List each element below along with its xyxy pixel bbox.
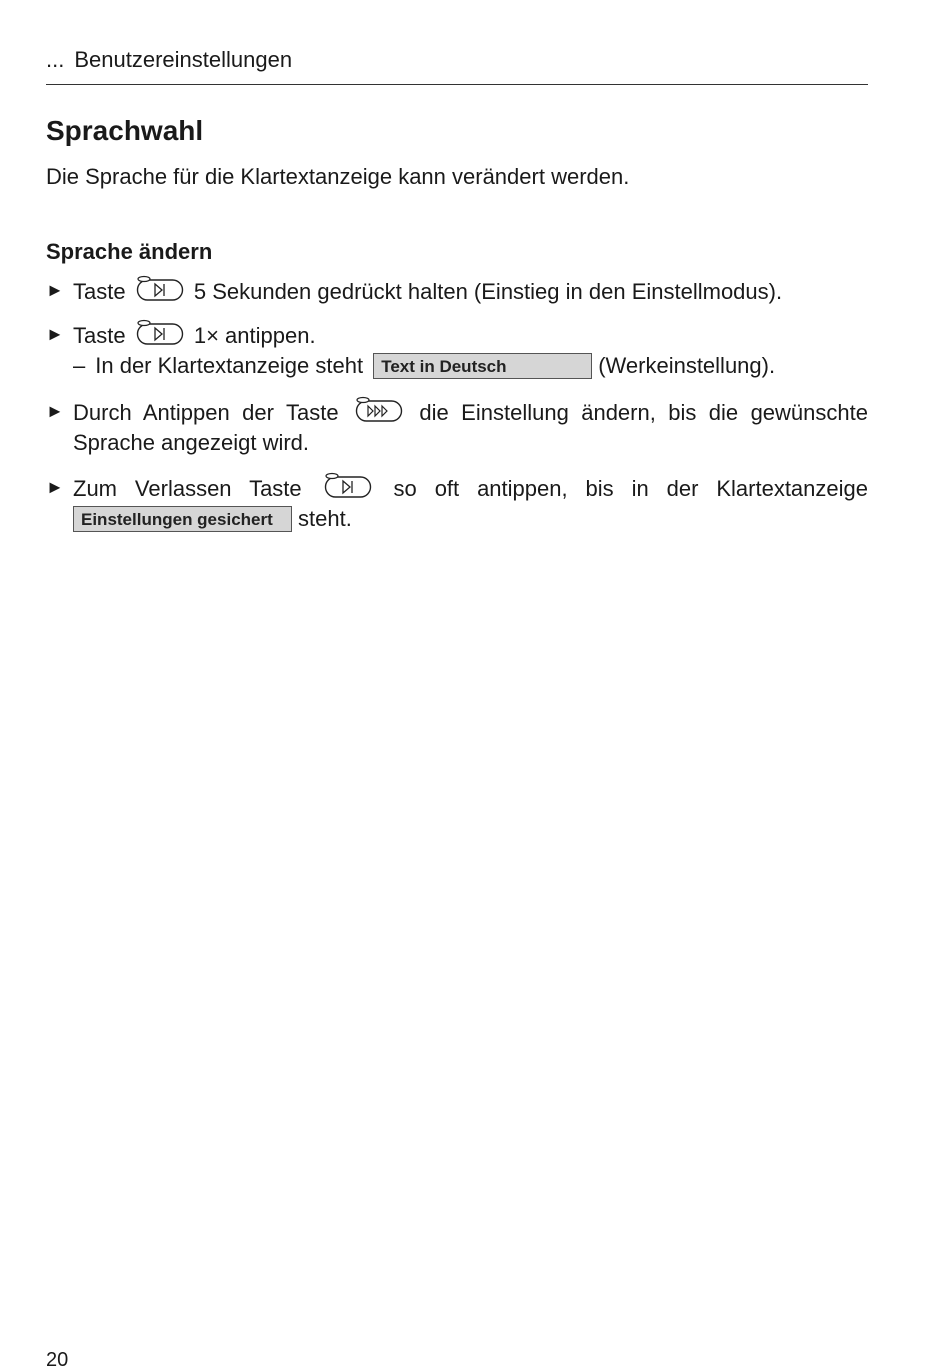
step-4 xyxy=(46,472,868,534)
step-2-sub-prefix: In der Klartextanzeige steht xyxy=(95,353,364,378)
header-section-title: Benutzereinstellungen xyxy=(74,47,293,72)
step-3 xyxy=(46,396,868,458)
step-4-suffix: so oft antippen, bis in der Klartextanzeige xyxy=(393,476,868,501)
page-number: 20 xyxy=(46,1349,69,1371)
step-2-prefix: Taste xyxy=(73,323,126,348)
step-key-icon xyxy=(136,319,184,347)
running-header xyxy=(46,46,868,85)
step-3-suffix: die Einstellung ändern, bis die gewünschte Sprache angezeigt wird. xyxy=(73,400,868,455)
step-1-prefix: Taste xyxy=(73,279,126,304)
step-1-suffix: 5 Sekunden gedrückt halten (Einstieg in den Einstellmodus). xyxy=(193,279,783,304)
step-2-substep xyxy=(73,351,868,381)
display-text-in-deutsch: Text in Deutsch xyxy=(373,353,592,379)
bullet-triangle-icon: ► xyxy=(46,324,64,344)
step-key-icon xyxy=(136,275,184,303)
step-3-prefix: Durch Antippen der Taste xyxy=(73,400,339,425)
step-4-prefix: Zum Verlassen Taste xyxy=(73,476,302,501)
step-1 xyxy=(46,275,868,307)
dash-marker: – xyxy=(73,353,86,378)
step-4-suffix2: steht. xyxy=(298,506,352,531)
intro-text: Die Sprache für die Klartextanzeige kann verändert werden. xyxy=(46,164,630,189)
bullet-triangle-icon: ► xyxy=(46,280,64,300)
fast-forward-key-icon xyxy=(355,396,403,424)
bullet-triangle-icon: ► xyxy=(46,401,64,421)
step-key-icon xyxy=(324,472,372,500)
header-ellipsis: ... xyxy=(46,47,65,72)
step-2-suffix: 1× antippen. xyxy=(193,323,316,348)
subheading-change-language: Sprache ändern xyxy=(46,239,213,264)
step-2-sub-suffix: (Werkeinstellung). xyxy=(598,353,776,378)
page-title: Sprachwahl xyxy=(46,115,204,146)
step-2 xyxy=(46,319,868,381)
bullet-triangle-icon: ► xyxy=(46,477,64,497)
display-einstellungen-gesichert: Einstellungen gesichert xyxy=(73,506,292,532)
